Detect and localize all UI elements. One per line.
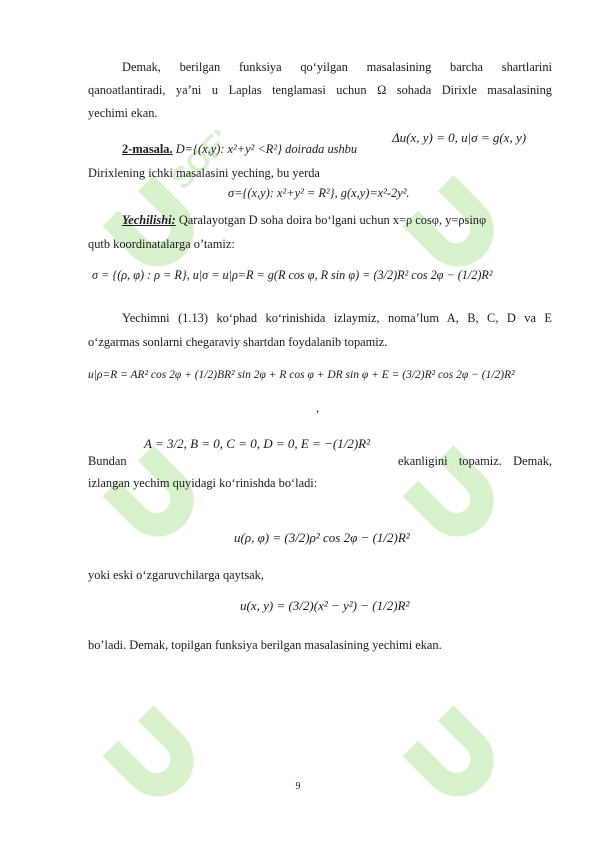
paragraph-line: ekanligini topamiz. Demak, <box>398 454 552 468</box>
equation-boundary: u|ρ=R = AR² cos 2φ + (1/2)BR² sin 2φ + R cos φ + DR sin φ + E = (3/2)R² cos 2φ − (1/2)R² <box>88 369 515 381</box>
boundary-condition: σ={(x,y): x²+y² = R²}, g(x,y)=x²-2y². <box>228 186 410 200</box>
svg-text:SOFF: SOFF <box>164 130 220 196</box>
paragraph-line: yoki eski o‘zgaruvchilarga qaytsak, <box>88 568 264 582</box>
page-number: 9 <box>295 781 301 792</box>
solution-text: Qaralayotgan D soha doira bo‘lgani uchun x=ρ cosφ, y=ρsinφ <box>178 213 487 227</box>
equation-constants: A = 3/2, B = 0, C = 0, D = 0, E = −(1/2)R² <box>144 436 371 451</box>
paragraph-line: izlangan yechim quyidagi ko‘rinishda bo‘ladi: <box>88 476 318 490</box>
equation-solution-polar: u(ρ, φ) = (3/2)ρ² cos 2φ − (1/2)R² <box>234 530 410 545</box>
paragraph-line: Yechimni (1.13) ko‘phad ko‘rinishida izlaymiz, noma’lum A, B, C, D va E <box>122 311 552 325</box>
equation-polar: σ = {(ρ, φ) : ρ = R}, u|σ = u|ρ=R = g(R cos φ, R sin φ) = (3/2)R² cos 2φ − (1/2)R² <box>92 268 493 282</box>
paragraph-line: qanoatlantiradi, ya’ni u Laplas tenglamasi uchun Ω sohada Dirixle masalasining <box>88 83 552 97</box>
paragraph-line: qutb koordinatalarga o’tamiz: <box>88 237 235 251</box>
problem-label: 2-masala. <box>122 142 173 156</box>
paragraph-line: Dirixlening ichki masalasini yeching, bu yerda <box>88 166 320 180</box>
solution-label: Yechilishi: <box>122 213 176 227</box>
paragraph-line: yechimi ekan. <box>88 106 158 120</box>
comma: , <box>316 400 320 415</box>
paragraph-line: Demak, berilgan funksiya qo‘yilgan masalasining barcha shartlarini <box>122 60 552 74</box>
paragraph-line: o‘zgarmas sonlarni chegaraviy shartdan foydalanib topamiz. <box>88 335 388 349</box>
problem-domain: D={(x,y): x²+y² <R²} doirada ushbu <box>175 142 358 156</box>
equation-solution-cartesian: u(x, y) = (3/2)(x² − y²) − (1/2)R² <box>240 598 410 613</box>
paragraph-line: bo’ladi. Demak, topilgan funksiya berilgan masalasining yechimi ekan. <box>88 638 442 652</box>
solution-line <box>88 211 586 229</box>
problem-equation: Δu(x, y) = 0, u|σ = g(x, y) <box>392 130 527 145</box>
paragraph-line: Bundan <box>88 454 127 468</box>
